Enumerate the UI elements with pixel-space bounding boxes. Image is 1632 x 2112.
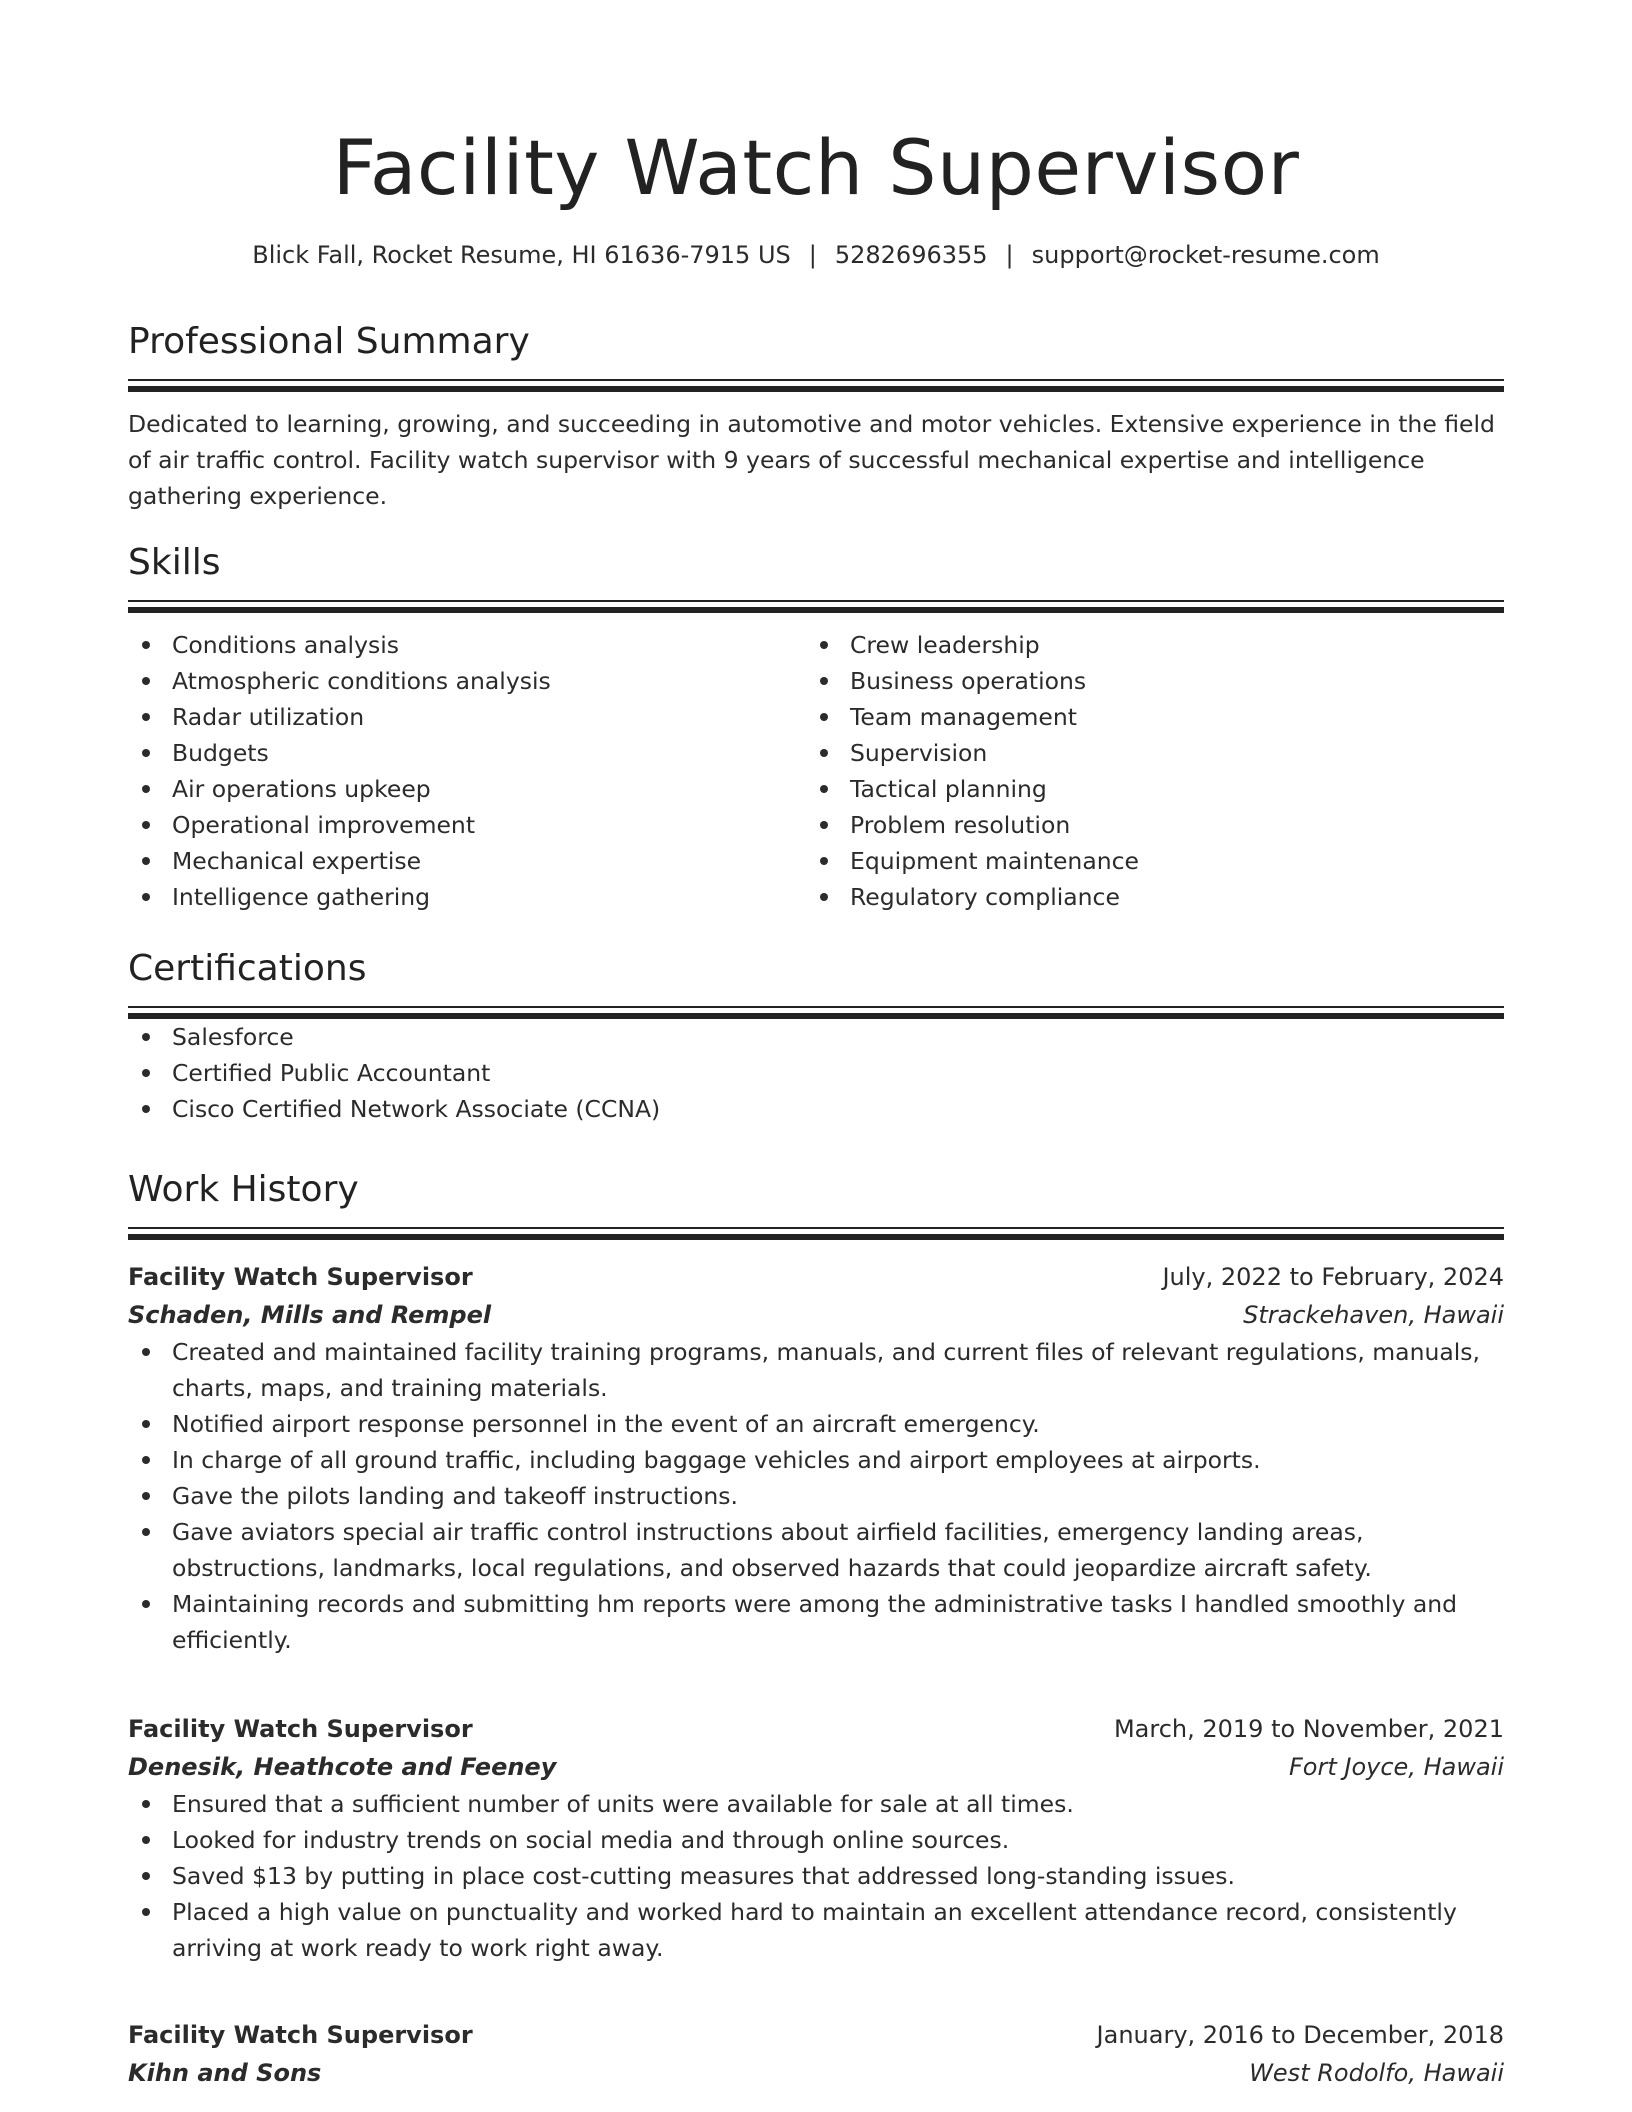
skills-list-left — [128, 627, 806, 915]
section-divider — [128, 1006, 1504, 1019]
job-duty-item: Maintaining records and submitting hm reports were among the administrative tasks I handled smoothly and efficiently. — [128, 1586, 1504, 1658]
skill-item: Business operations — [806, 663, 1484, 699]
job-dates: March, 2019 to November, 2021 — [1113, 1715, 1504, 1743]
job-duty-item: Created and maintained facility training programs, manuals, and current files of relevant regulations, manuals, charts, maps, and training materials. — [128, 1334, 1504, 1406]
job-location: West Rodolfo, Hawaii — [1249, 2059, 1504, 2087]
job-header — [128, 1258, 1504, 1296]
certification-item: Salesforce — [128, 1019, 1504, 1055]
job-subheader — [128, 1296, 1504, 1334]
work-history-section — [128, 1165, 1504, 1240]
skill-item: Regulatory compliance — [806, 879, 1484, 915]
job-duty-item: Ensured that a sufficient number of units were available for sale at all times. — [128, 1786, 1504, 1822]
skill-item: Air operations upkeep — [128, 771, 806, 807]
skill-item: Conditions analysis — [128, 627, 806, 663]
job-duties-list — [128, 1786, 1504, 1966]
certification-item: Cisco Certified Network Associate (CCNA) — [128, 1091, 1504, 1127]
job-company: Denesik, Heathcote and Feeney — [128, 1753, 557, 1781]
skill-item: Operational improvement — [128, 807, 806, 843]
skill-item: Radar utilization — [128, 699, 806, 735]
skill-item: Supervision — [806, 735, 1484, 771]
job-header — [128, 1710, 1504, 1748]
contact-line — [128, 238, 1504, 272]
skill-item: Problem resolution — [806, 807, 1484, 843]
section-title-certifications: Certifications — [128, 948, 367, 989]
job-company: Kihn and Sons — [128, 2059, 322, 2087]
job-duty-item: Saved $13 by putting in place cost-cutting measures that addressed long-standing issues. — [128, 1858, 1504, 1894]
skill-item: Intelligence gathering — [128, 879, 806, 915]
summary-text: Dedicated to learning, growing, and succeeding in automotive and motor vehicles. Extensive experience in the field of air traffic control. Facility watch supervisor with 9 years of successful mechanical expertise and intelligence gathering experience. — [128, 410, 1495, 510]
job-duties-list — [128, 1334, 1504, 1658]
skill-item: Team management — [806, 699, 1484, 735]
job-subheader — [128, 2054, 1504, 2092]
section-title-skills: Skills — [128, 542, 221, 583]
skill-item: Budgets — [128, 735, 806, 771]
skill-item: Mechanical expertise — [128, 843, 806, 879]
job-dates: July, 2022 to February, 2024 — [1162, 1263, 1504, 1291]
skills-section — [128, 538, 1504, 915]
job-duty-item: Gave the pilots landing and takeoff instructions. — [128, 1478, 1504, 1514]
skill-item: Crew leadership — [806, 627, 1484, 663]
section-divider — [128, 379, 1504, 392]
job-duty-item: Looked for industry trends on social media and through online sources. — [128, 1822, 1504, 1858]
job-company: Schaden, Mills and Rempel — [128, 1301, 492, 1329]
job-title: Facility Watch Supervisor — [128, 1715, 473, 1743]
job-duty-item: Gave aviators special air traffic control instructions about airfield facilities, emergency landing areas, obstructions, landmarks, local regulations, and observed hazards that could jeopardize aircraft safety. — [128, 1514, 1504, 1586]
contact-separator: | — [1005, 241, 1014, 269]
certifications-list — [128, 1019, 1504, 1127]
job-entry — [128, 2016, 1504, 2092]
section-title-work-history: Work History — [128, 1169, 359, 1210]
job-header — [128, 2016, 1504, 2054]
skill-item: Equipment maintenance — [806, 843, 1484, 879]
contact-email: support@rocket-resume.com — [1031, 241, 1380, 269]
certifications-section — [128, 944, 1504, 1127]
section-title-summary: Professional Summary — [128, 321, 530, 362]
certification-item: Certified Public Accountant — [128, 1055, 1504, 1091]
skill-item: Tactical planning — [806, 771, 1484, 807]
skills-list-right — [806, 627, 1484, 915]
resume-name: Facility Watch Supervisor — [332, 123, 1300, 212]
skills-grid — [128, 627, 1504, 915]
job-title: Facility Watch Supervisor — [128, 1263, 473, 1291]
job-duty-item: Placed a high value on punctuality and worked hard to maintain an excellent attendance record, consistently arriving at work ready to work right away. — [128, 1894, 1504, 1966]
contact-phone: 5282696355 — [834, 241, 988, 269]
skill-item: Atmospheric conditions analysis — [128, 663, 806, 699]
contact-address: Blick Fall, Rocket Resume, HI 61636-7915 US — [252, 241, 791, 269]
job-subheader — [128, 1748, 1504, 1786]
job-entry — [128, 1710, 1504, 1966]
contact-separator: | — [808, 241, 817, 269]
job-entry — [128, 1258, 1504, 1658]
summary-section — [128, 317, 1504, 514]
job-duty-item: In charge of all ground traffic, including baggage vehicles and airport employees at airports. — [128, 1442, 1504, 1478]
job-location: Fort Joyce, Hawaii — [1288, 1753, 1504, 1781]
job-dates: January, 2016 to December, 2018 — [1096, 2021, 1504, 2049]
job-location: Strackehaven, Hawaii — [1243, 1301, 1504, 1329]
section-divider — [128, 600, 1504, 613]
job-duty-item: Notified airport response personnel in the event of an aircraft emergency. — [128, 1406, 1504, 1442]
section-divider — [128, 1227, 1504, 1240]
job-title: Facility Watch Supervisor — [128, 2021, 473, 2049]
